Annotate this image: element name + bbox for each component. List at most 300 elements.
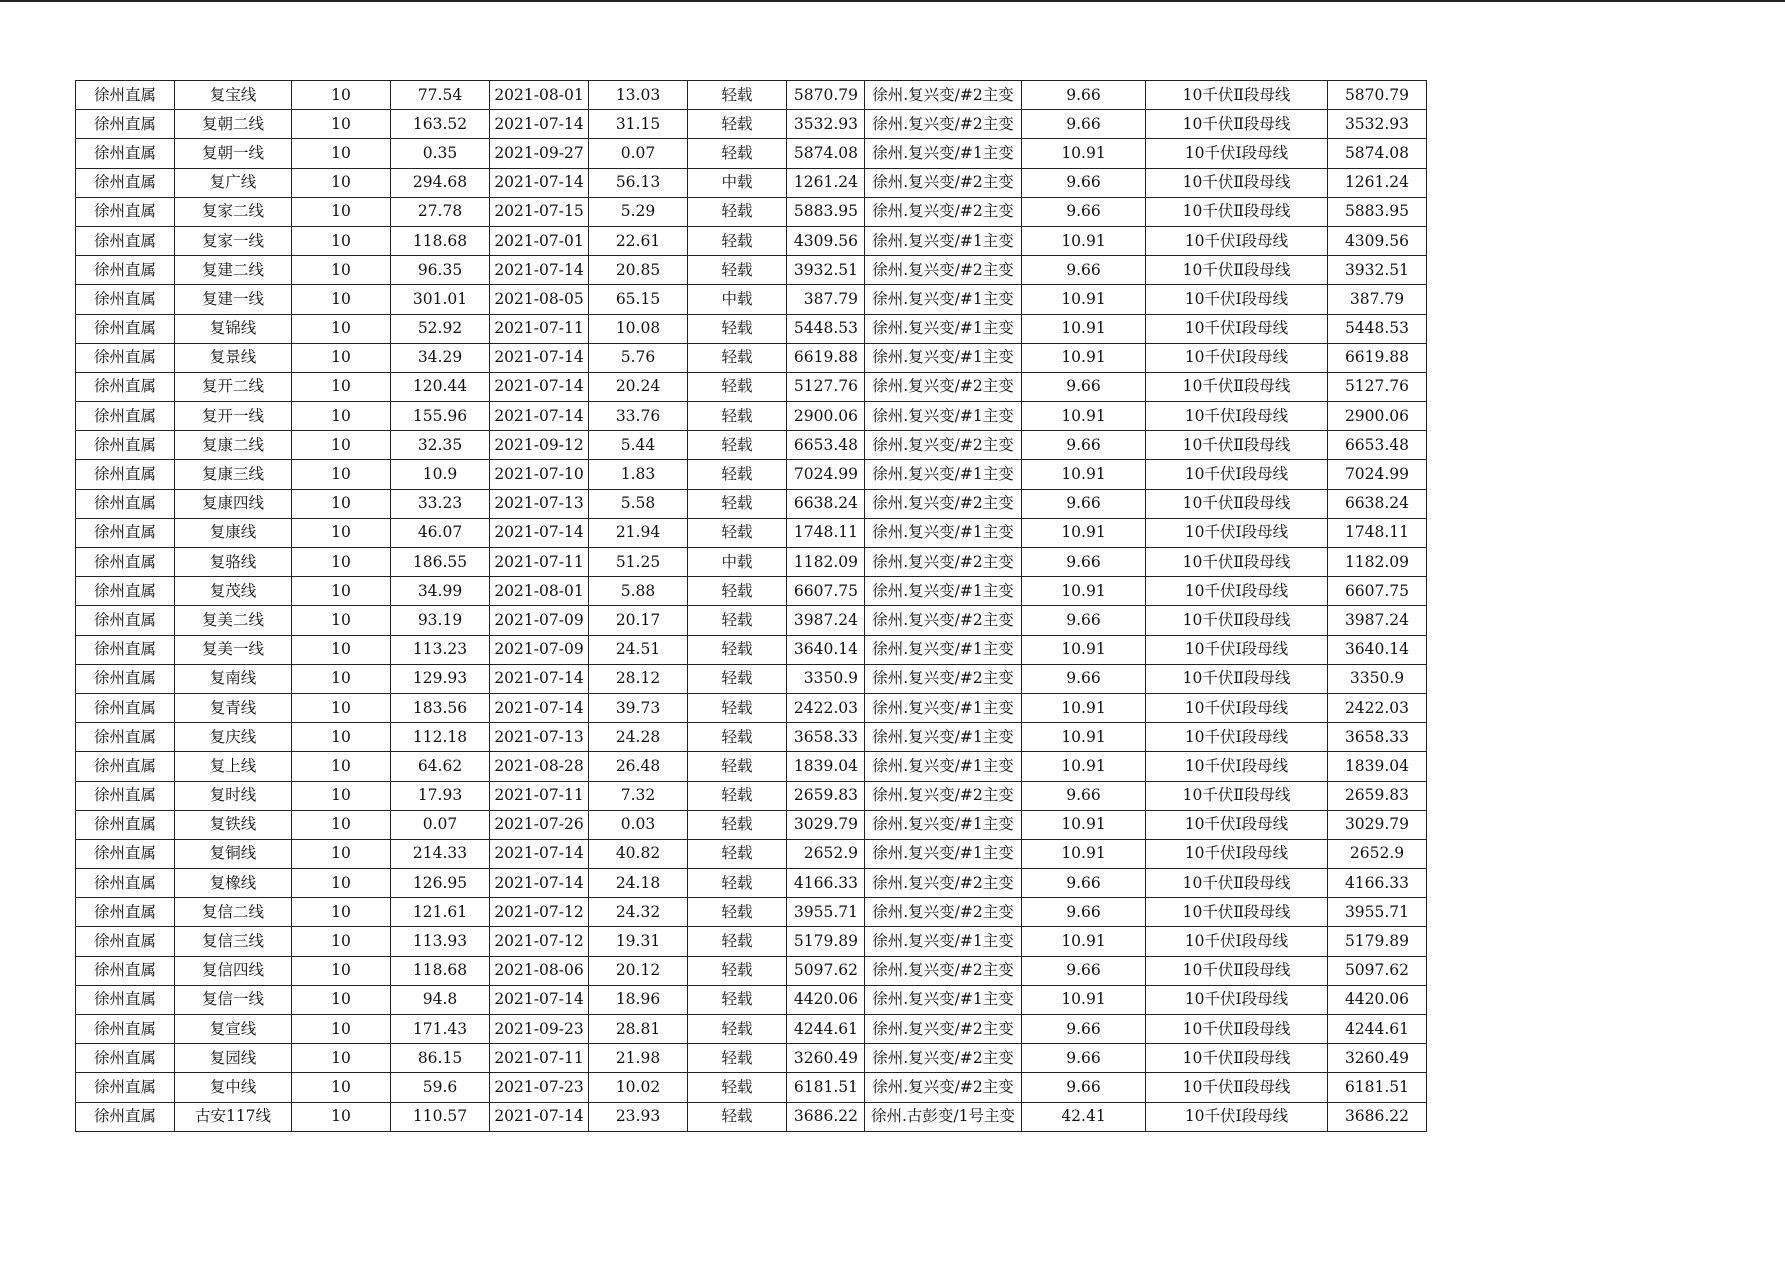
bus-cell: 10千伏Ⅰ段母线 (1146, 577, 1328, 606)
load-status-cell: 轻载 (688, 985, 787, 1014)
transformer-rate-cell: 10.91 (1022, 693, 1146, 722)
available-cell: 6181.51 (1328, 1073, 1427, 1102)
load-status-cell: 轻载 (688, 256, 787, 285)
table-row (76, 606, 1427, 635)
transformer-cell: 徐州.复兴变/#2主变 (865, 256, 1022, 285)
load-status-cell: 轻载 (688, 1044, 787, 1073)
transformer-rate-cell: 10.91 (1022, 314, 1146, 343)
transformer-rate-cell: 9.66 (1022, 869, 1146, 898)
current-cell: 10.9 (391, 460, 490, 489)
current-cell: 0.35 (391, 139, 490, 168)
load-rate-cell: 22.61 (589, 226, 688, 255)
load-rate-cell: 10.08 (589, 314, 688, 343)
table-row (76, 168, 1427, 197)
line-name-cell: 复信二线 (175, 898, 292, 927)
available-cell: 3532.93 (1328, 110, 1427, 139)
available-cell: 3932.51 (1328, 256, 1427, 285)
load-status-cell: 轻载 (688, 810, 787, 839)
current-cell: 294.68 (391, 168, 490, 197)
line-name-cell: 复信一线 (175, 985, 292, 1014)
available-cell: 5883.95 (1328, 197, 1427, 226)
load-rate-cell: 5.88 (589, 577, 688, 606)
transformer-rate-cell: 9.66 (1022, 81, 1146, 110)
table-row (76, 898, 1427, 927)
load-rate-cell: 21.98 (589, 1044, 688, 1073)
available-cell: 3260.49 (1328, 1044, 1427, 1073)
transformer-rate-cell: 9.66 (1022, 256, 1146, 285)
unit-cell: 徐州直属 (76, 898, 175, 927)
load-rate-cell: 33.76 (589, 402, 688, 431)
bus-cell: 10千伏Ⅰ段母线 (1146, 314, 1328, 343)
load-status-cell: 轻载 (688, 518, 787, 547)
transformer-cell: 徐州.古彭变/1号主变 (865, 1102, 1022, 1131)
transformer-rate-cell: 9.66 (1022, 489, 1146, 518)
capacity-cell: 2659.83 (787, 781, 865, 810)
table-row (76, 723, 1427, 752)
bus-cell: 10千伏Ⅱ段母线 (1146, 781, 1328, 810)
unit-cell: 徐州直属 (76, 314, 175, 343)
unit-cell: 徐州直属 (76, 81, 175, 110)
date-cell: 2021-07-14 (490, 664, 589, 693)
capacity-cell: 3987.24 (787, 606, 865, 635)
transformer-cell: 徐州.复兴变/#2主变 (865, 1044, 1022, 1073)
capacity-cell: 6607.75 (787, 577, 865, 606)
transformer-cell: 徐州.复兴变/#1主变 (865, 752, 1022, 781)
voltage-cell: 10 (292, 635, 391, 664)
line-name-cell: 复康三线 (175, 460, 292, 489)
unit-cell: 徐州直属 (76, 460, 175, 489)
load-status-cell: 轻载 (688, 372, 787, 401)
date-cell: 2021-07-14 (490, 518, 589, 547)
load-status-cell: 轻载 (688, 839, 787, 868)
current-cell: 46.07 (391, 518, 490, 547)
load-status-cell: 轻载 (688, 898, 787, 927)
unit-cell: 徐州直属 (76, 1102, 175, 1131)
bus-cell: 10千伏Ⅰ段母线 (1146, 839, 1328, 868)
bus-cell: 10千伏Ⅰ段母线 (1146, 518, 1328, 547)
voltage-cell: 10 (292, 693, 391, 722)
voltage-cell: 10 (292, 956, 391, 985)
bus-cell: 10千伏Ⅱ段母线 (1146, 606, 1328, 635)
bus-cell: 10千伏Ⅰ段母线 (1146, 402, 1328, 431)
date-cell: 2021-08-01 (490, 81, 589, 110)
load-status-cell: 轻载 (688, 1015, 787, 1044)
date-cell: 2021-07-14 (490, 869, 589, 898)
current-cell: 113.23 (391, 635, 490, 664)
table-row (76, 431, 1427, 460)
capacity-cell: 3686.22 (787, 1102, 865, 1131)
current-cell: 27.78 (391, 197, 490, 226)
voltage-cell: 10 (292, 1015, 391, 1044)
unit-cell: 徐州直属 (76, 226, 175, 255)
load-rate-cell: 56.13 (589, 168, 688, 197)
bus-cell: 10千伏Ⅰ段母线 (1146, 1102, 1328, 1131)
available-cell: 3658.33 (1328, 723, 1427, 752)
transformer-rate-cell: 10.91 (1022, 460, 1146, 489)
transformer-rate-cell: 9.66 (1022, 1015, 1146, 1044)
bus-cell: 10千伏Ⅱ段母线 (1146, 110, 1328, 139)
voltage-cell: 10 (292, 985, 391, 1014)
available-cell: 3686.22 (1328, 1102, 1427, 1131)
table-row (76, 693, 1427, 722)
line-name-cell: 复康二线 (175, 431, 292, 460)
capacity-cell: 5870.79 (787, 81, 865, 110)
voltage-cell: 10 (292, 314, 391, 343)
transformer-cell: 徐州.复兴变/#1主变 (865, 314, 1022, 343)
load-rate-cell: 5.76 (589, 343, 688, 372)
load-rate-cell: 51.25 (589, 548, 688, 577)
transformer-rate-cell: 10.91 (1022, 810, 1146, 839)
capacity-cell: 5874.08 (787, 139, 865, 168)
load-status-cell: 轻载 (688, 489, 787, 518)
voltage-cell: 10 (292, 110, 391, 139)
line-name-cell: 复茂线 (175, 577, 292, 606)
current-cell: 183.56 (391, 693, 490, 722)
transformer-rate-cell: 10.91 (1022, 343, 1146, 372)
line-name-cell: 复信四线 (175, 956, 292, 985)
load-status-cell: 轻载 (688, 606, 787, 635)
date-cell: 2021-07-11 (490, 1044, 589, 1073)
capacity-cell: 1182.09 (787, 548, 865, 577)
available-cell: 4244.61 (1328, 1015, 1427, 1044)
load-status-cell: 轻载 (688, 781, 787, 810)
voltage-cell: 10 (292, 489, 391, 518)
available-cell: 5870.79 (1328, 81, 1427, 110)
date-cell: 2021-07-26 (490, 810, 589, 839)
available-cell: 387.79 (1328, 285, 1427, 314)
available-cell: 6607.75 (1328, 577, 1427, 606)
available-cell: 6619.88 (1328, 343, 1427, 372)
transformer-rate-cell: 10.91 (1022, 577, 1146, 606)
transformer-rate-cell: 10.91 (1022, 635, 1146, 664)
date-cell: 2021-07-14 (490, 693, 589, 722)
unit-cell: 徐州直属 (76, 1015, 175, 1044)
date-cell: 2021-07-14 (490, 110, 589, 139)
current-cell: 120.44 (391, 372, 490, 401)
capacity-cell: 7024.99 (787, 460, 865, 489)
voltage-cell: 10 (292, 810, 391, 839)
line-name-cell: 复信三线 (175, 927, 292, 956)
line-name-cell: 复家二线 (175, 197, 292, 226)
load-status-cell: 轻载 (688, 1102, 787, 1131)
transformer-cell: 徐州.复兴变/#2主变 (865, 1073, 1022, 1102)
load-rate-cell: 23.93 (589, 1102, 688, 1131)
transformer-rate-cell: 10.91 (1022, 518, 1146, 547)
bus-cell: 10千伏Ⅰ段母线 (1146, 723, 1328, 752)
line-name-cell: 复建二线 (175, 256, 292, 285)
voltage-cell: 10 (292, 1073, 391, 1102)
capacity-cell: 6619.88 (787, 343, 865, 372)
unit-cell: 徐州直属 (76, 869, 175, 898)
capacity-cell: 387.79 (787, 285, 865, 314)
unit-cell: 徐州直属 (76, 139, 175, 168)
bus-cell: 10千伏Ⅱ段母线 (1146, 664, 1328, 693)
bus-cell: 10千伏Ⅰ段母线 (1146, 810, 1328, 839)
transformer-rate-cell: 9.66 (1022, 781, 1146, 810)
line-name-cell: 复南线 (175, 664, 292, 693)
table-row (76, 985, 1427, 1014)
line-name-cell: 复铜线 (175, 839, 292, 868)
date-cell: 2021-09-27 (490, 139, 589, 168)
load-status-cell: 中载 (688, 285, 787, 314)
capacity-cell: 1839.04 (787, 752, 865, 781)
line-name-cell: 复朝一线 (175, 139, 292, 168)
table-row (76, 256, 1427, 285)
line-name-cell: 复骆线 (175, 548, 292, 577)
load-rate-cell: 28.12 (589, 664, 688, 693)
current-cell: 93.19 (391, 606, 490, 635)
table-row (76, 197, 1427, 226)
available-cell: 3987.24 (1328, 606, 1427, 635)
voltage-cell: 10 (292, 518, 391, 547)
load-status-cell: 轻载 (688, 577, 787, 606)
load-rate-cell: 5.29 (589, 197, 688, 226)
date-cell: 2021-07-14 (490, 372, 589, 401)
line-name-cell: 复家一线 (175, 226, 292, 255)
capacity-cell: 3029.79 (787, 810, 865, 839)
date-cell: 2021-08-28 (490, 752, 589, 781)
transformer-rate-cell: 42.41 (1022, 1102, 1146, 1131)
current-cell: 0.07 (391, 810, 490, 839)
unit-cell: 徐州直属 (76, 1073, 175, 1102)
unit-cell: 徐州直属 (76, 1044, 175, 1073)
table-row (76, 1044, 1427, 1073)
line-name-cell: 复青线 (175, 693, 292, 722)
transformer-rate-cell: 9.66 (1022, 606, 1146, 635)
unit-cell: 徐州直属 (76, 168, 175, 197)
table-row (76, 810, 1427, 839)
voltage-cell: 10 (292, 226, 391, 255)
transformer-cell: 徐州.复兴变/#1主变 (865, 810, 1022, 839)
date-cell: 2021-07-14 (490, 839, 589, 868)
capacity-cell: 5883.95 (787, 197, 865, 226)
load-rate-cell: 65.15 (589, 285, 688, 314)
current-cell: 155.96 (391, 402, 490, 431)
date-cell: 2021-07-14 (490, 256, 589, 285)
date-cell: 2021-07-15 (490, 197, 589, 226)
bus-cell: 10千伏Ⅰ段母线 (1146, 693, 1328, 722)
load-status-cell: 轻载 (688, 752, 787, 781)
voltage-cell: 10 (292, 723, 391, 752)
load-status-cell: 轻载 (688, 956, 787, 985)
capacity-cell: 4244.61 (787, 1015, 865, 1044)
available-cell: 2422.03 (1328, 693, 1427, 722)
capacity-cell: 1748.11 (787, 518, 865, 547)
transformer-cell: 徐州.复兴变/#1主变 (865, 723, 1022, 752)
transformer-cell: 徐州.复兴变/#2主变 (865, 372, 1022, 401)
load-status-cell: 轻载 (688, 402, 787, 431)
transformer-cell: 徐州.复兴变/#2主变 (865, 1015, 1022, 1044)
table-row (76, 139, 1427, 168)
voltage-cell: 10 (292, 1044, 391, 1073)
load-status-cell: 轻载 (688, 635, 787, 664)
date-cell: 2021-07-23 (490, 1073, 589, 1102)
current-cell: 301.01 (391, 285, 490, 314)
bus-cell: 10千伏Ⅰ段母线 (1146, 139, 1328, 168)
load-rate-cell: 0.07 (589, 139, 688, 168)
transformer-cell: 徐州.复兴变/#1主变 (865, 460, 1022, 489)
page-top-rule (0, 0, 1785, 2)
table-row (76, 781, 1427, 810)
transformer-rate-cell: 9.66 (1022, 110, 1146, 139)
capacity-cell: 6181.51 (787, 1073, 865, 1102)
transformer-cell: 徐州.复兴变/#1主变 (865, 139, 1022, 168)
voltage-cell: 10 (292, 577, 391, 606)
load-status-cell: 轻载 (688, 1073, 787, 1102)
voltage-cell: 10 (292, 343, 391, 372)
load-rate-cell: 24.28 (589, 723, 688, 752)
capacity-cell: 2422.03 (787, 693, 865, 722)
transformer-rate-cell: 9.66 (1022, 431, 1146, 460)
capacity-cell: 5097.62 (787, 956, 865, 985)
voltage-cell: 10 (292, 927, 391, 956)
load-status-cell: 轻载 (688, 314, 787, 343)
table-row (76, 343, 1427, 372)
current-cell: 59.6 (391, 1073, 490, 1102)
capacity-cell: 3932.51 (787, 256, 865, 285)
load-status-cell: 轻载 (688, 460, 787, 489)
date-cell: 2021-07-11 (490, 548, 589, 577)
load-status-cell: 轻载 (688, 664, 787, 693)
transformer-rate-cell: 9.66 (1022, 168, 1146, 197)
line-name-cell: 复上线 (175, 752, 292, 781)
capacity-cell: 2652.9 (787, 839, 865, 868)
transformer-rate-cell: 9.66 (1022, 197, 1146, 226)
date-cell: 2021-07-11 (490, 781, 589, 810)
voltage-cell: 10 (292, 781, 391, 810)
current-cell: 112.18 (391, 723, 490, 752)
table-row (76, 1015, 1427, 1044)
load-rate-cell: 13.03 (589, 81, 688, 110)
transformer-cell: 徐州.复兴变/#1主变 (865, 518, 1022, 547)
available-cell: 4166.33 (1328, 869, 1427, 898)
date-cell: 2021-07-10 (490, 460, 589, 489)
table-row (76, 81, 1427, 110)
unit-cell: 徐州直属 (76, 927, 175, 956)
transformer-cell: 徐州.复兴变/#1主变 (865, 226, 1022, 255)
line-name-cell: 复铁线 (175, 810, 292, 839)
available-cell: 1839.04 (1328, 752, 1427, 781)
transformer-rate-cell: 10.91 (1022, 226, 1146, 255)
line-name-cell: 复建一线 (175, 285, 292, 314)
date-cell: 2021-08-06 (490, 956, 589, 985)
date-cell: 2021-07-12 (490, 898, 589, 927)
load-status-cell: 轻载 (688, 431, 787, 460)
line-name-cell: 复康四线 (175, 489, 292, 518)
capacity-cell: 3658.33 (787, 723, 865, 752)
transformer-cell: 徐州.复兴变/#1主变 (865, 635, 1022, 664)
line-name-cell: 复宝线 (175, 81, 292, 110)
voltage-cell: 10 (292, 548, 391, 577)
load-rate-cell: 19.31 (589, 927, 688, 956)
transformer-rate-cell: 9.66 (1022, 548, 1146, 577)
bus-cell: 10千伏Ⅱ段母线 (1146, 168, 1328, 197)
unit-cell: 徐州直属 (76, 431, 175, 460)
load-rate-cell: 21.94 (589, 518, 688, 547)
current-cell: 86.15 (391, 1044, 490, 1073)
unit-cell: 徐州直属 (76, 693, 175, 722)
voltage-cell: 10 (292, 168, 391, 197)
current-cell: 17.93 (391, 781, 490, 810)
transformer-cell: 徐州.复兴变/#2主变 (865, 869, 1022, 898)
current-cell: 32.35 (391, 431, 490, 460)
load-rate-cell: 10.02 (589, 1073, 688, 1102)
bus-cell: 10千伏Ⅰ段母线 (1146, 343, 1328, 372)
available-cell: 5448.53 (1328, 314, 1427, 343)
line-name-cell: 复美一线 (175, 635, 292, 664)
available-cell: 6653.48 (1328, 431, 1427, 460)
load-status-cell: 中载 (688, 548, 787, 577)
load-status-cell: 中载 (688, 168, 787, 197)
transformer-rate-cell: 9.66 (1022, 1044, 1146, 1073)
voltage-cell: 10 (292, 81, 391, 110)
bus-cell: 10千伏Ⅰ段母线 (1146, 985, 1328, 1014)
line-name-cell: 复广线 (175, 168, 292, 197)
table-row (76, 869, 1427, 898)
date-cell: 2021-07-13 (490, 723, 589, 752)
voltage-cell: 10 (292, 372, 391, 401)
line-name-cell: 复时线 (175, 781, 292, 810)
unit-cell: 徐州直属 (76, 810, 175, 839)
unit-cell: 徐州直属 (76, 256, 175, 285)
capacity-cell: 3955.71 (787, 898, 865, 927)
transformer-cell: 徐州.复兴变/#2主变 (865, 489, 1022, 518)
current-cell: 186.55 (391, 548, 490, 577)
line-name-cell: 复朝二线 (175, 110, 292, 139)
capacity-cell: 6638.24 (787, 489, 865, 518)
table-row (76, 489, 1427, 518)
capacity-cell: 4166.33 (787, 869, 865, 898)
current-cell: 126.95 (391, 869, 490, 898)
capacity-cell: 6653.48 (787, 431, 865, 460)
unit-cell: 徐州直属 (76, 635, 175, 664)
load-rate-cell: 0.03 (589, 810, 688, 839)
available-cell: 2652.9 (1328, 839, 1427, 868)
capacity-cell: 3532.93 (787, 110, 865, 139)
capacity-cell: 5127.76 (787, 372, 865, 401)
unit-cell: 徐州直属 (76, 110, 175, 139)
current-cell: 77.54 (391, 81, 490, 110)
current-cell: 52.92 (391, 314, 490, 343)
load-rate-cell: 5.58 (589, 489, 688, 518)
transformer-rate-cell: 10.91 (1022, 139, 1146, 168)
load-rate-cell: 5.44 (589, 431, 688, 460)
load-rate-cell: 20.24 (589, 372, 688, 401)
transformer-cell: 徐州.复兴变/#1主变 (865, 839, 1022, 868)
transformer-cell: 徐州.复兴变/#2主变 (865, 431, 1022, 460)
transformer-rate-cell: 9.66 (1022, 664, 1146, 693)
transformer-cell: 徐州.复兴变/#2主变 (865, 548, 1022, 577)
bus-cell: 10千伏Ⅰ段母线 (1146, 226, 1328, 255)
voltage-cell: 10 (292, 839, 391, 868)
current-cell: 64.62 (391, 752, 490, 781)
voltage-cell: 10 (292, 752, 391, 781)
current-cell: 96.35 (391, 256, 490, 285)
load-status-cell: 轻载 (688, 110, 787, 139)
table-row (76, 285, 1427, 314)
table-row (76, 1073, 1427, 1102)
transformer-cell: 徐州.复兴变/#1主变 (865, 927, 1022, 956)
capacity-cell: 4420.06 (787, 985, 865, 1014)
bus-cell: 10千伏Ⅱ段母线 (1146, 81, 1328, 110)
transformer-cell: 徐州.复兴变/#2主变 (865, 664, 1022, 693)
capacity-cell: 5448.53 (787, 314, 865, 343)
line-name-cell: 复锦线 (175, 314, 292, 343)
table-row (76, 635, 1427, 664)
bus-cell: 10千伏Ⅱ段母线 (1146, 898, 1328, 927)
bus-cell: 10千伏Ⅱ段母线 (1146, 372, 1328, 401)
date-cell: 2021-07-12 (490, 927, 589, 956)
